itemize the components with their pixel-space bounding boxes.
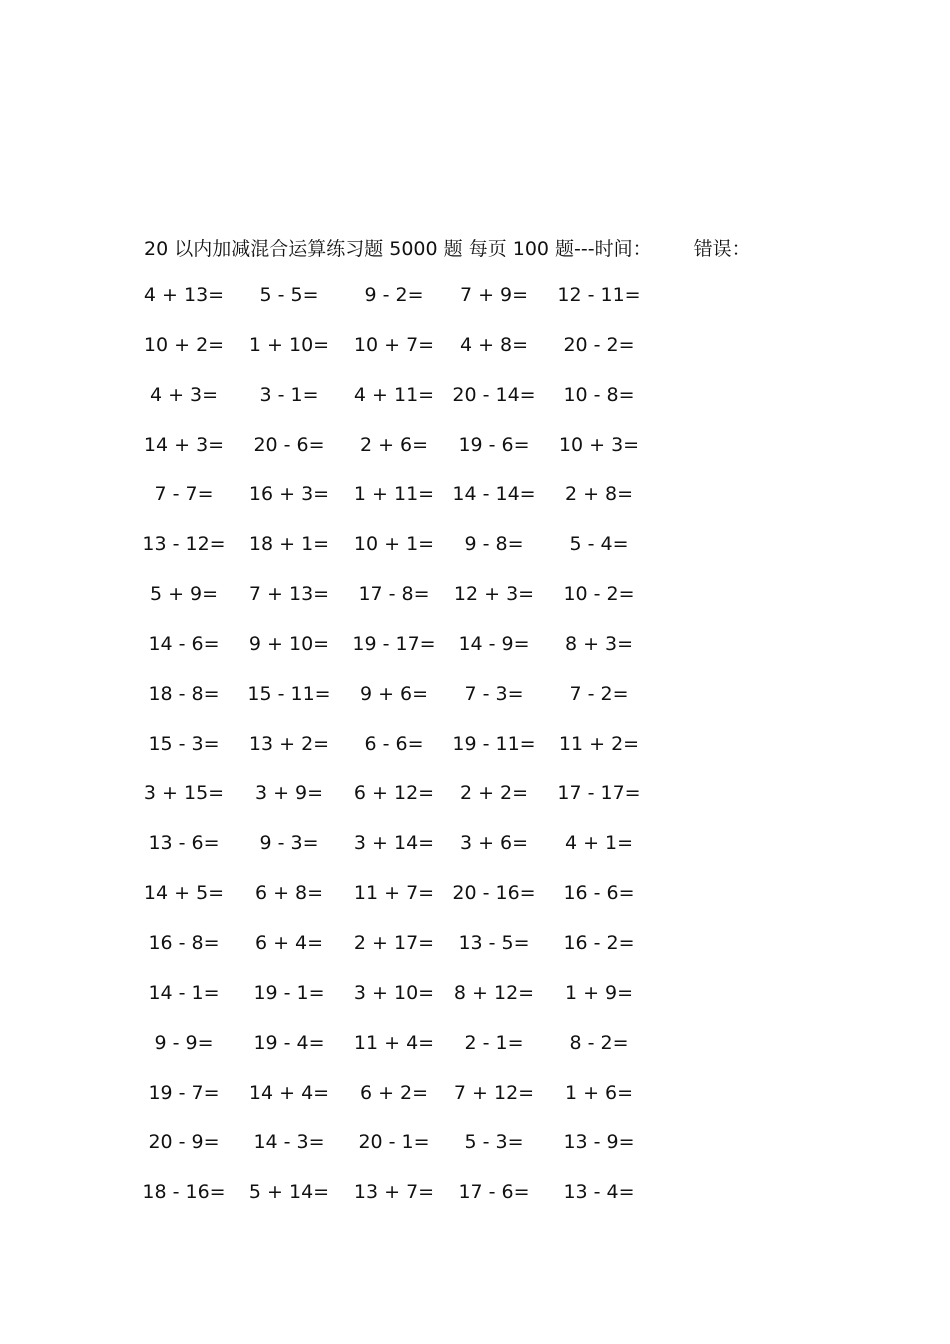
problem-item: 18 + 1= xyxy=(248,533,330,556)
problem-item: 14 - 9= xyxy=(458,632,530,655)
problem-item: 9 - 2= xyxy=(364,284,424,306)
problem-item: 11 + 2= xyxy=(558,732,640,755)
problem-item: 18 - 8= xyxy=(148,682,220,705)
problem-item: 12 - 11= xyxy=(557,284,641,306)
problem-item: 10 - 8= xyxy=(563,383,635,406)
problem-item: 13 - 12= xyxy=(142,533,226,556)
problem-item: 4 + 11= xyxy=(353,383,435,406)
problem-row xyxy=(0,1181,950,1231)
problem-item: 14 + 5= xyxy=(143,882,225,905)
problem-item: 5 - 3= xyxy=(464,1131,524,1154)
problem-item: 14 - 14= xyxy=(452,483,536,506)
problem-row xyxy=(0,533,950,583)
problem-item: 2 + 2= xyxy=(459,782,529,805)
title-time-label: 20 以内加减混合运算练习题 5000 题 每页 100 题---时间： xyxy=(144,238,652,260)
problem-item: 7 - 3= xyxy=(464,682,524,705)
problem-item: 15 - 3= xyxy=(148,732,220,755)
problem-item: 6 - 6= xyxy=(364,732,424,755)
title-errors-label: 错误： xyxy=(693,238,751,260)
problem-item: 16 - 2= xyxy=(563,931,635,954)
problem-item: 16 - 8= xyxy=(148,931,220,954)
problem-item: 5 + 14= xyxy=(248,1181,330,1204)
problem-row xyxy=(0,832,950,882)
problem-item: 8 - 2= xyxy=(569,1031,629,1054)
problem-item: 3 + 9= xyxy=(254,782,324,805)
problem-row xyxy=(0,782,950,832)
problem-item: 1 + 11= xyxy=(353,483,435,506)
problem-item: 20 - 9= xyxy=(148,1131,220,1154)
problem-item: 5 - 4= xyxy=(569,533,629,556)
problem-item: 4 + 3= xyxy=(149,383,219,406)
problem-row xyxy=(0,982,950,1032)
problem-item: 20 - 14= xyxy=(452,383,536,406)
problem-item: 20 - 16= xyxy=(452,882,536,905)
problem-item: 14 + 3= xyxy=(143,433,225,456)
problem-item: 19 - 4= xyxy=(253,1031,325,1054)
problem-item: 3 + 10= xyxy=(353,981,435,1004)
problem-item: 7 + 12= xyxy=(453,1081,535,1104)
problem-item: 20 - 2= xyxy=(563,333,635,356)
problem-item: 17 - 6= xyxy=(458,1181,530,1204)
problem-item: 14 + 4= xyxy=(248,1081,330,1104)
problem-item: 15 - 11= xyxy=(247,682,331,705)
problem-item: 10 + 1= xyxy=(353,533,435,556)
problem-item: 19 - 11= xyxy=(452,732,536,755)
problem-item: 10 - 2= xyxy=(563,583,635,606)
problem-item: 20 - 6= xyxy=(253,433,325,456)
problem-row xyxy=(0,683,950,733)
problem-item: 19 - 17= xyxy=(352,632,436,655)
problem-item: 20 - 1= xyxy=(358,1131,430,1154)
problem-row xyxy=(0,932,950,982)
problem-item: 19 - 1= xyxy=(253,981,325,1004)
problem-item: 9 - 8= xyxy=(464,533,524,556)
problem-item: 2 + 8= xyxy=(564,483,634,506)
problem-row xyxy=(0,284,950,334)
problem-item: 13 - 6= xyxy=(148,832,220,855)
problem-item: 16 - 6= xyxy=(563,882,635,905)
problem-item: 3 + 14= xyxy=(353,832,435,855)
problem-item: 14 - 1= xyxy=(148,981,220,1004)
problem-item: 9 + 10= xyxy=(248,632,330,655)
problem-item: 10 + 3= xyxy=(558,433,640,456)
problem-item: 5 + 9= xyxy=(149,583,219,606)
problem-item: 18 - 16= xyxy=(142,1181,226,1204)
problem-item: 7 + 13= xyxy=(248,583,330,606)
problem-item: 7 - 2= xyxy=(569,682,629,705)
problem-item: 3 + 6= xyxy=(459,832,529,855)
problem-item: 19 - 7= xyxy=(148,1081,220,1104)
problem-grid xyxy=(0,284,950,1231)
problem-item: 12 + 3= xyxy=(453,583,535,606)
problem-item: 3 - 1= xyxy=(259,383,319,406)
page-title xyxy=(144,234,751,261)
problem-item: 6 + 8= xyxy=(254,882,324,905)
problem-row xyxy=(0,633,950,683)
problem-item: 8 + 3= xyxy=(564,632,634,655)
problem-item: 17 - 17= xyxy=(557,782,641,805)
problem-item: 13 - 4= xyxy=(563,1181,635,1204)
problem-row xyxy=(0,733,950,783)
problem-item: 4 + 8= xyxy=(459,333,529,356)
problem-row xyxy=(0,334,950,384)
problem-item: 9 - 9= xyxy=(154,1031,214,1054)
problem-item: 11 + 4= xyxy=(353,1031,435,1054)
problem-row xyxy=(0,384,950,434)
problem-item: 10 + 7= xyxy=(353,333,435,356)
problem-row xyxy=(0,1131,950,1181)
problem-item: 2 - 1= xyxy=(464,1031,524,1054)
problem-item: 2 + 17= xyxy=(353,931,435,954)
problem-row xyxy=(0,434,950,484)
problem-row xyxy=(0,1032,950,1082)
problem-item: 19 - 6= xyxy=(458,433,530,456)
problem-item: 3 + 15= xyxy=(143,782,225,805)
problem-item: 10 + 2= xyxy=(143,333,225,356)
problem-item: 14 - 6= xyxy=(148,632,220,655)
problem-item: 4 + 13= xyxy=(143,284,225,306)
problem-row xyxy=(0,882,950,932)
problem-item: 13 + 7= xyxy=(353,1181,435,1204)
problem-item: 16 + 3= xyxy=(248,483,330,506)
problem-item: 13 - 5= xyxy=(458,931,530,954)
problem-item: 1 + 9= xyxy=(564,981,634,1004)
problem-item: 2 + 6= xyxy=(359,433,429,456)
problem-item: 13 - 9= xyxy=(563,1131,635,1154)
problem-item: 7 - 7= xyxy=(154,483,214,506)
problem-row xyxy=(0,483,950,533)
problem-item: 9 - 3= xyxy=(259,832,319,855)
problem-item: 13 + 2= xyxy=(248,732,330,755)
problem-item: 17 - 8= xyxy=(358,583,430,606)
problem-item: 9 + 6= xyxy=(359,682,429,705)
problem-item: 7 + 9= xyxy=(459,284,529,306)
problem-item: 6 + 2= xyxy=(359,1081,429,1104)
problem-item: 6 + 12= xyxy=(353,782,435,805)
problem-row xyxy=(0,583,950,633)
problem-row xyxy=(0,1082,950,1132)
problem-item: 11 + 7= xyxy=(353,882,435,905)
problem-item: 1 + 6= xyxy=(564,1081,634,1104)
problem-item: 1 + 10= xyxy=(248,333,330,356)
problem-item: 6 + 4= xyxy=(254,931,324,954)
problem-item: 5 - 5= xyxy=(259,284,319,306)
problem-item: 4 + 1= xyxy=(564,832,634,855)
problem-item: 8 + 12= xyxy=(453,981,535,1004)
problem-item: 14 - 3= xyxy=(253,1131,325,1154)
